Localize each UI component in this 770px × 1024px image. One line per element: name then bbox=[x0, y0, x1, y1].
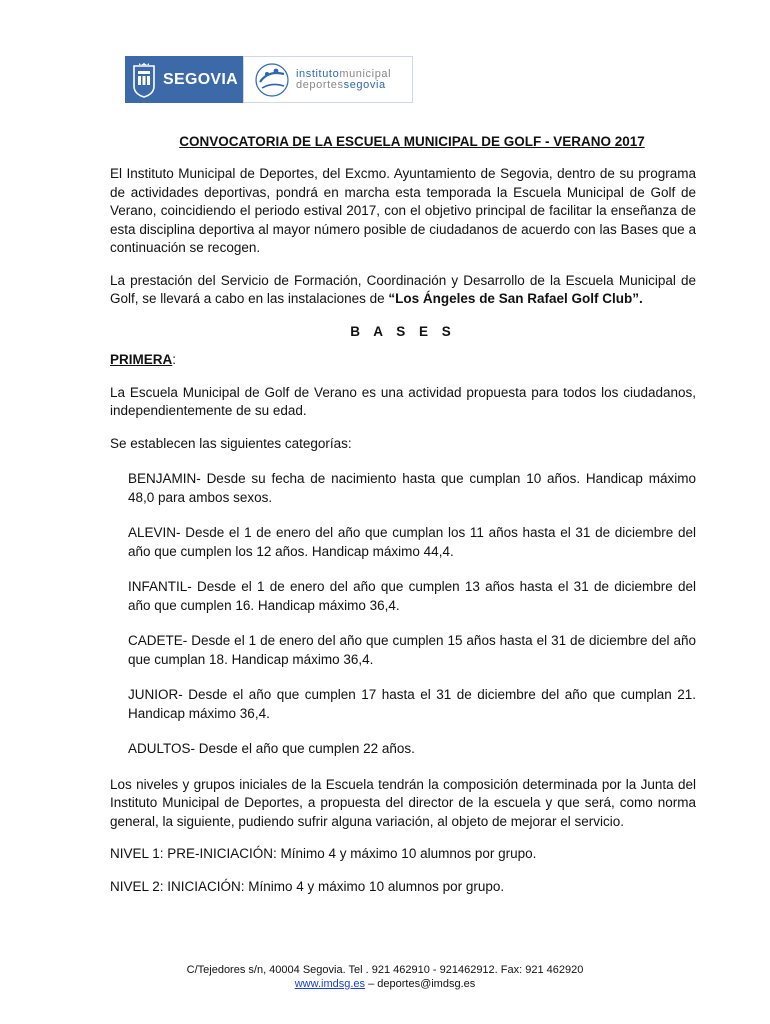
primera-label: PRIMERA bbox=[110, 352, 173, 367]
imd-emblem-icon bbox=[254, 62, 290, 98]
category-item: BENJAMIN- Desde su fecha de nacimiento hasta que cumplan 10 años. Handicap máximo 48,0 para ambos sexos. bbox=[128, 471, 696, 505]
header-logos bbox=[125, 56, 413, 103]
page-footer bbox=[0, 963, 770, 991]
imd-line2-b: segovia bbox=[343, 78, 386, 91]
website-link[interactable]: www.imdsg.es bbox=[294, 978, 366, 990]
email-address: deportes@imdsg.es bbox=[377, 978, 476, 990]
footer-separator: – bbox=[365, 978, 378, 990]
primera-heading bbox=[110, 351, 696, 370]
primera-colon: : bbox=[172, 352, 177, 367]
segovia-logo-text: SEGOVIA bbox=[163, 70, 239, 88]
category-item: INFANTIL- Desde el 1 de enero del año que cumplen 13 años hasta el 31 de diciembre del año que cumplen 16. Handicap máximo 36,4. bbox=[128, 579, 696, 613]
primera-paragraph: La Escuela Municipal de Golf de Verano es una actividad propuesta para todos los ciudadanos, independientemente de su edad. bbox=[110, 384, 696, 418]
categories-intro: Se establecen las siguientes categorías: bbox=[110, 435, 352, 451]
category-item: JUNIOR- Desde el año que cumplen 17 hasta el 31 de diciembre del año que cumplan 21. Handicap máximo 36,4. bbox=[128, 687, 696, 721]
intro-paragraph: El Instituto Municipal de Deportes, del Excmo. Ayuntamiento de Segovia, dentro de su programa de actividades deportivas, pondrá en marcha esta temporada la Escuela Municipal de Golf de Verano, coincidiendo el periodo estival 2017, con el objetivo principal de facilitar la enseñanza de esta disciplina deportiva al mayor número posible de ciudadanos de acuerdo con las Bases que a continuación se recogen. bbox=[110, 166, 696, 255]
level-item: NIVEL 1: PRE-INICIACIÓN: Mínimo 4 y máximo 10 alumnos por grupo. bbox=[110, 846, 537, 861]
segovia-crest-icon bbox=[131, 62, 157, 98]
levels-intro: Los niveles y grupos iniciales de la Escuela tendrán la composición determinada por la Junta del Instituto Municipal de Deportes, a propuesta del director de la escuela y que será, como norma general, la siguiente, pudiendo sufrir alguna variación, al objeto de mejorar el servicio. bbox=[110, 776, 696, 829]
imd-line1-b: municipal bbox=[339, 67, 392, 80]
service-paragraph bbox=[110, 272, 696, 309]
imd-line2-a: deportes bbox=[296, 78, 344, 91]
document-title: CONVOCATORIA DE LA ESCUELA MUNICIPAL DE GOLF - VERANO 2017 bbox=[179, 134, 645, 149]
document-body bbox=[110, 134, 696, 910]
bases-heading: B A S E S bbox=[350, 323, 456, 339]
imd-logo bbox=[243, 56, 413, 103]
category-item: ADULTOS- Desde el año que cumplen 22 años. bbox=[128, 741, 415, 756]
service-text: La prestación del Servicio de Formación, Coordinación y Desarrollo de la Escuela Municipal de Golf, se llevará a cabo en las instalaciones de bbox=[110, 272, 696, 306]
footer-address: C/Tejedores s/n, 40004 Segovia. Tel . 921 462910 - 921462912. Fax: 921 462920 bbox=[186, 964, 584, 976]
category-item: ALEVIN- Desde el 1 de enero del año que cumplan los 11 años hasta el 31 de diciembre del año que cumplen los 12 años. Handicap máximo 44,4. bbox=[128, 525, 696, 559]
level-item: NIVEL 2: INICIACIÓN: Mínimo 4 y máximo 10 alumnos por grupo. bbox=[110, 878, 505, 894]
category-item: CADETE- Desde el 1 de enero del año que cumplen 15 años hasta el 31 de diciembre del año que cumplan 18. Handicap máximo 36,4. bbox=[128, 633, 696, 667]
service-place: “Los Ángeles de San Rafael Golf Club”. bbox=[388, 291, 643, 306]
imd-line1-a: instituto bbox=[296, 67, 340, 80]
segovia-logo bbox=[125, 56, 243, 103]
